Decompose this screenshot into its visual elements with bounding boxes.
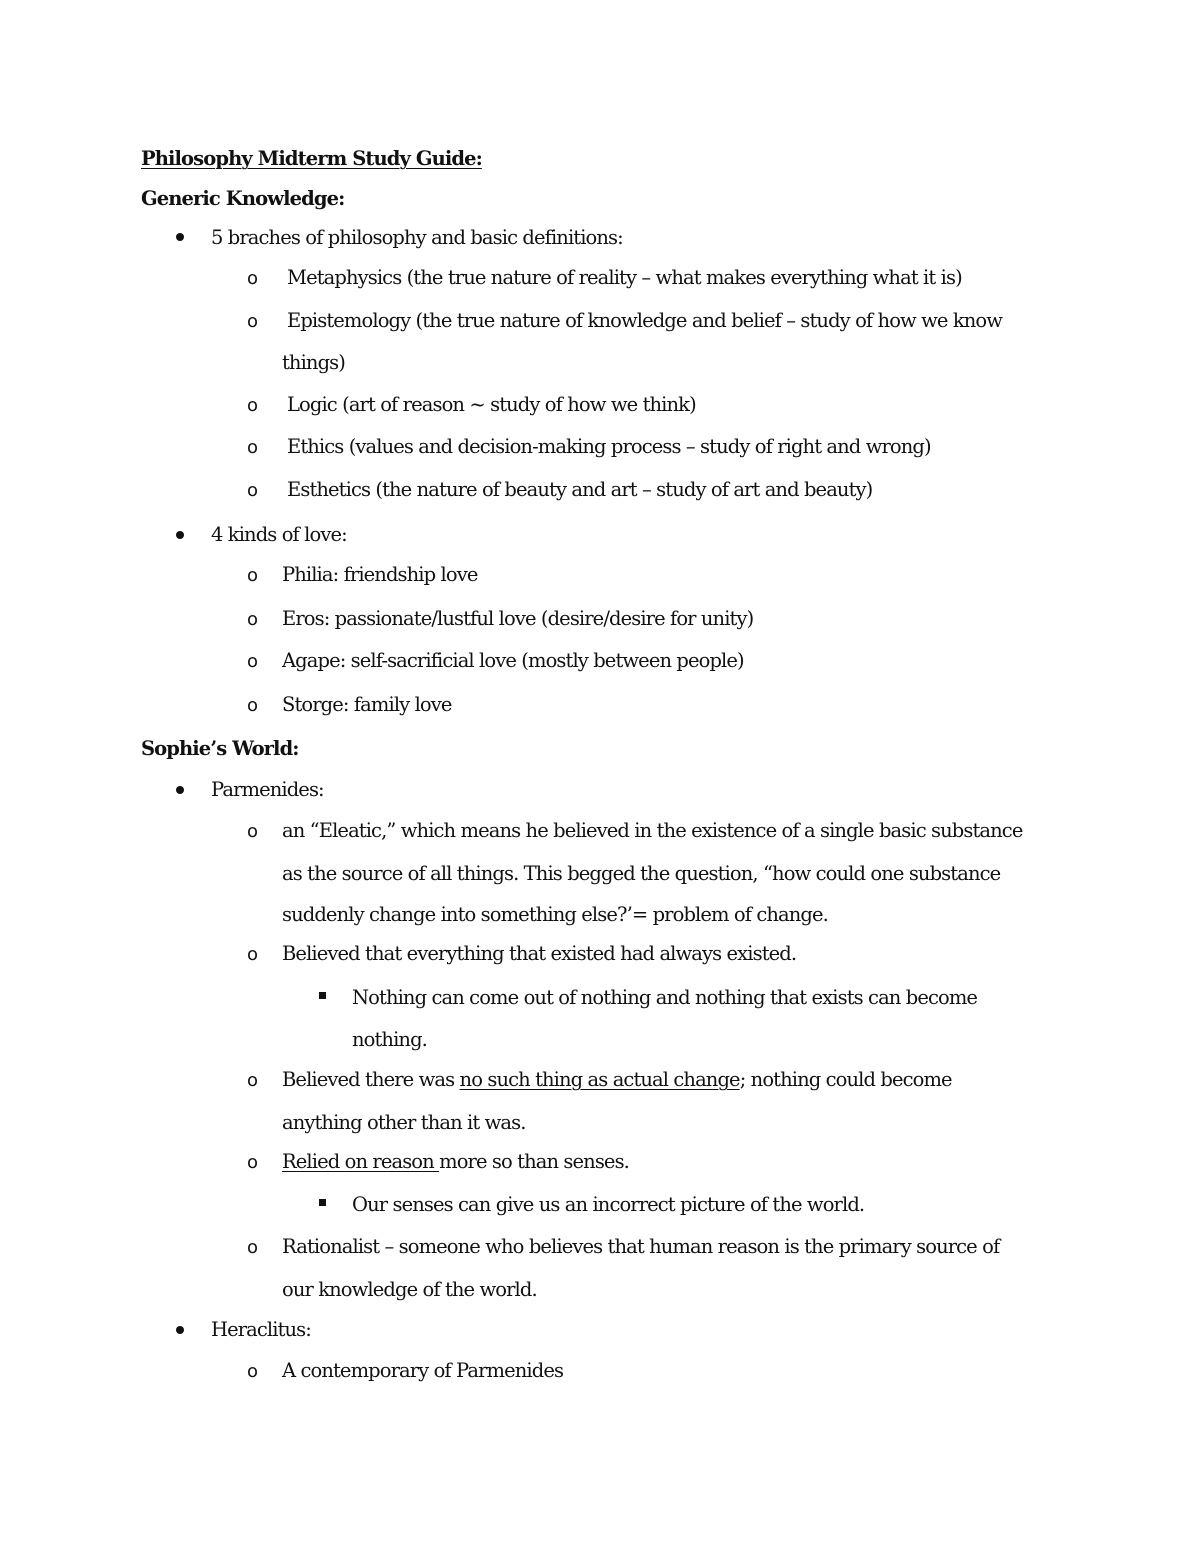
parmenides-eleatic-3: suddenly change into something else?’= problem of change. — [282, 903, 828, 926]
change-text-underlined: no such thing as actual change — [459, 1068, 740, 1091]
bullet-circle-icon: o — [247, 944, 259, 965]
parmenides-change-1 — [282, 1070, 952, 1090]
bullet-circle-icon: o — [247, 1152, 259, 1173]
bullet-disc-icon — [176, 786, 184, 794]
bullet-disc-icon — [176, 1326, 184, 1334]
parmenides-reason — [282, 1152, 629, 1172]
change-text-post: ; nothing could become — [739, 1068, 952, 1091]
bullet-square-icon — [319, 1199, 326, 1206]
love-eros: Eros: passionate/lustful love (desire/desire for unity) — [282, 607, 754, 630]
parmenides-senses: Our senses can give us an incorrect picture of the world. — [352, 1193, 865, 1216]
branch-ethics: Ethics (values and decision-making process – study of right and wrong) — [287, 435, 931, 458]
love-philia: Philia: friendship love — [282, 563, 478, 586]
bullet-circle-icon: o — [247, 565, 259, 586]
list-item-parmenides: Parmenides: — [211, 778, 324, 801]
parmenides-eleatic-1: an “Eleatic,” which means he believed in the existence of a single basic substance — [282, 819, 1023, 842]
bullet-circle-icon: o — [247, 1070, 259, 1091]
parmenides-rationalist-2: our knowledge of the world. — [282, 1278, 537, 1301]
bullet-circle-icon: o — [247, 695, 259, 716]
section-heading-sophie: Sophie’s World: — [141, 737, 299, 760]
branch-epistemology: Epistemology (the true nature of knowledge and belief – study of how we know — [287, 309, 1003, 332]
list-item-love: 4 kinds of love: — [211, 523, 347, 546]
bullet-circle-icon: o — [247, 311, 259, 332]
list-item-heraclitus: Heraclitus: — [211, 1318, 311, 1341]
branch-epistemology-cont: things) — [282, 351, 345, 374]
parmenides-nothing-2: nothing. — [352, 1028, 427, 1051]
bullet-circle-icon: o — [247, 609, 259, 630]
branch-metaphysics: Metaphysics (the true nature of reality – what makes everything what it is) — [287, 266, 962, 289]
bullet-circle-icon: o — [247, 821, 259, 842]
bullet-circle-icon: o — [247, 480, 259, 501]
parmenides-change-2: anything other than it was. — [282, 1111, 526, 1134]
bullet-circle-icon: o — [247, 437, 259, 458]
bullet-circle-icon: o — [247, 395, 259, 416]
change-text-pre: Believed there was — [282, 1068, 460, 1091]
bullet-circle-icon: o — [247, 1237, 259, 1258]
bullet-disc-icon — [176, 531, 184, 539]
parmenides-existed: Believed that everything that existed had always existed. — [282, 942, 797, 965]
bullet-disc-icon — [176, 233, 184, 241]
heraclitus-contemporary: A contemporary of Parmenides — [282, 1359, 564, 1382]
branch-esthetics: Esthetics (the nature of beauty and art – study of art and beauty) — [287, 478, 873, 501]
reason-text-post: more so than senses. — [439, 1150, 629, 1173]
bullet-circle-icon: o — [247, 651, 259, 672]
love-storge: Storge: family love — [282, 693, 452, 716]
reason-text-underlined: Relied on reason — [282, 1150, 440, 1173]
section-heading-generic: Generic Knowledge: — [141, 187, 345, 210]
parmenides-nothing-1: Nothing can come out of nothing and nothing that exists can become — [352, 986, 978, 1009]
branch-logic: Logic (art of reason ~ study of how we think) — [287, 393, 696, 416]
bullet-circle-icon: o — [247, 268, 259, 289]
parmenides-rationalist-1: Rationalist – someone who believes that human reason is the primary source of — [282, 1235, 1000, 1258]
love-agape: Agape: self-sacrificial love (mostly between people) — [282, 649, 744, 672]
page-title: Philosophy Midterm Study Guide: — [141, 147, 482, 170]
bullet-circle-icon: o — [247, 1361, 259, 1382]
parmenides-eleatic-2: as the source of all things. This begged the question, “how could one substance — [282, 862, 1001, 885]
bullet-square-icon — [319, 992, 326, 999]
list-item-branches: 5 braches of philosophy and basic definitions: — [211, 226, 623, 249]
